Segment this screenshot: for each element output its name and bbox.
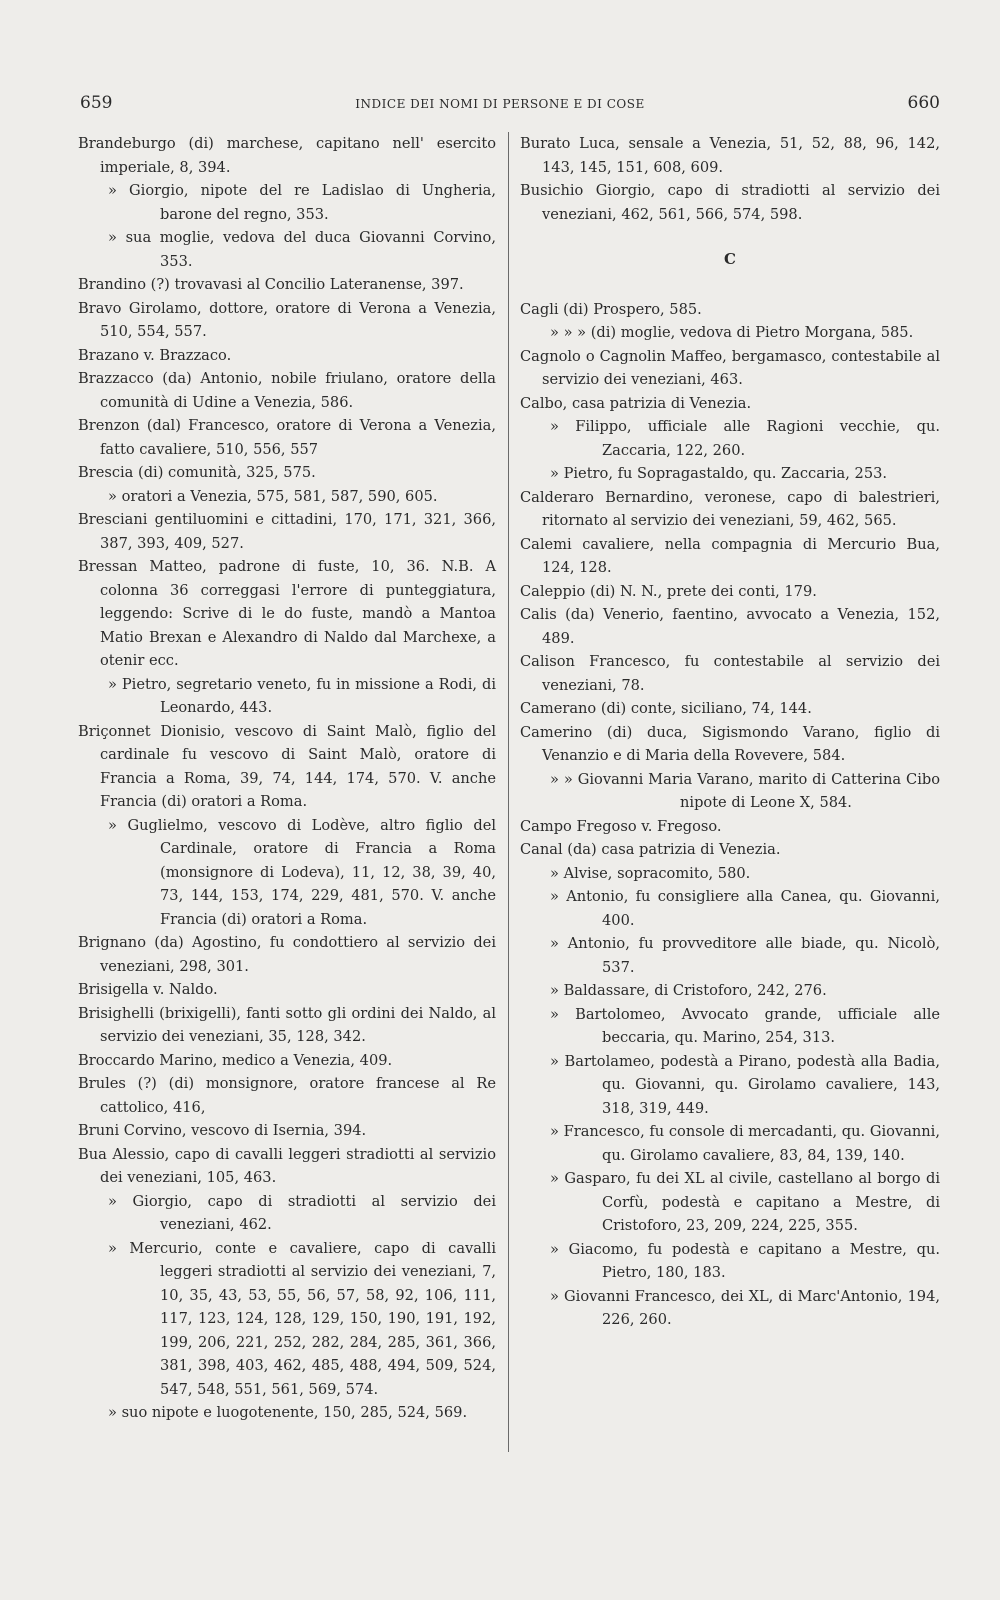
index-entry: Camerano (di) conte, siciliano, 74, 144. <box>520 700 812 717</box>
page-number-left: 659 <box>80 93 113 113</box>
index-entry: Canal (da) casa patrizia di Venezia. <box>520 841 781 858</box>
index-entry: Brandino (?) trovavasi al Concilio Lateranense, 397. <box>78 276 464 293</box>
index-entry: » Pietro, fu Sopragastaldo, qu. Zaccaria, 253. <box>550 465 888 482</box>
index-entry: Briçonnet Dionisio, vescovo di Saint Malò, figlio del cardinale fu vescovo di Saint Malò, oratore di Francia a Roma, 39, 74, 144, 174, 570. V. anche Francia (di) oratori a Roma. <box>78 722 496 810</box>
index-entry: Brenzon (dal) Francesco, oratore di Verona a Venezia, fatto cavaliere, 510, 556, 557 <box>78 417 496 458</box>
index-entry: » Francesco, fu console di mercadanti, qu. Giovanni, qu. Girolamo cavaliere, 83, 84, 139, 140. <box>550 1123 940 1164</box>
index-entry: » » Giovanni Maria Varano, marito di Catterina Cibo nipote di Leone X, 584. <box>550 770 940 811</box>
index-entry: Brescia (di) comunità, 325, 575. <box>78 464 316 481</box>
index-entry: » Giorgio, nipote del re Ladislao di Ungheria, barone del regno, 353. <box>108 182 496 223</box>
index-entry: Calison Francesco, fu contestabile al servizio dei veneziani, 78. <box>520 653 940 694</box>
index-entry: Calderaro Bernardino, veronese, capo di balestrieri, ritornato al servizio dei veneziani, 59, 462, 565. <box>520 488 940 529</box>
page-number-right: 660 <box>907 93 940 113</box>
index-entry: » Giovanni Francesco, dei XL, di Marc'Antonio, 194, 226, 260. <box>550 1287 940 1328</box>
index-entry: Brignano (da) Agostino, fu condottiero al servizio dei veneziani, 298, 301. <box>78 934 496 975</box>
index-entry: Cagli (di) Prospero, 585. <box>520 300 702 318</box>
index-entry: Bressan Matteo, padrone di fuste, 10, 36. N.B. A colonna 36 correggasi l'errore di punteggiatura, leggendo: Scrive di le do fuste, mandò a Mantoa Matio Brexan e Alexandro di Naldo dal Marchexe, a otenir ecc. <box>78 558 496 669</box>
index-entry: » suo nipote e luogotenente, 150, 285, 524, 569. <box>108 1404 468 1421</box>
index-entry: » Baldassare, di Cristoforo, 242, 276. <box>550 982 827 999</box>
index-entry: Cagnolo o Cagnolin Maffeo, bergamasco, contestabile al servizio dei veneziani, 463. <box>520 347 940 388</box>
index-entry: Bravo Girolamo, dottore, oratore di Verona a Venezia, 510, 554, 557. <box>78 299 496 340</box>
index-entry: Calis (da) Venerio, faentino, avvocato a Venezia, 152, 489. <box>520 606 940 647</box>
index-entry: » Alvise, sopracomito, 580. <box>550 864 751 882</box>
index-entry: » Filippo, ufficiale alle Ragioni vecchie, qu. Zaccaria, 122, 260. <box>550 418 940 459</box>
index-entry: » Mercurio, conte e cavaliere, capo di cavalli leggeri stradiotti al servizio dei veneziani, 7, 10, 35, 43, 53, 55, 56, 57, 58, 92, 106, 111, 117, 123, 124, 128, 129, 150, 190, 191, 192, 199, 206, 221, 252, 282, 284, 285, 361, 366, 381, 398, 403, 462, 485, 488, 494, 509, 524, 547, 548, 551, 561, 569, 574. <box>108 1239 496 1398</box>
index-entry: Broccardo Marino, medico a Venezia, 409. <box>78 1051 393 1069</box>
index-entry: » sua moglie, vedova del duca Giovanni Corvino, 353. <box>108 229 496 270</box>
index-entry: Burato Luca, sensale a Venezia, 51, 52, 88, 96, 142, 143, 145, 151, 608, 609. <box>520 135 940 176</box>
left-column <box>78 132 496 1425</box>
index-entry: » Antonio, fu provveditore alle biade, qu. Nicolò, 537. <box>550 935 940 976</box>
index-entry: Caleppio (di) N. N., prete dei conti, 179. <box>520 582 817 600</box>
index-entry: Brandeburgo (di) marchese, capitano nell' esercito imperiale, 8, 394. <box>78 135 496 176</box>
index-entry: » Guglielmo, vescovo di Lodève, altro figlio del Cardinale, oratore di Francia a Roma (monsignore di Lodeva), 11, 12, 38, 39, 40, 73, 144, 153, 174, 229, 481, 570. V. anche Francia (di) oratori a Roma. <box>108 816 496 928</box>
index-entry: Calbo, casa patrizia di Venezia. <box>520 394 752 412</box>
index-entry: » » » (di) moglie, vedova di Pietro Morgana, 585. <box>550 324 914 341</box>
column-divider <box>508 132 509 1452</box>
index-entry: » Giorgio, capo di stradiotti al servizio dei veneziani, 462. <box>108 1192 496 1233</box>
index-entry: Brisigella v. Naldo. <box>78 981 218 998</box>
right-column <box>520 132 940 1332</box>
index-entry: » Giacomo, fu podestà e capitano a Mestre, qu. Pietro, 180, 183. <box>550 1240 940 1281</box>
section-letter: C <box>724 250 736 268</box>
index-entry: » Bartolomeo, Avvocato grande, ufficiale alle beccaria, qu. Marino, 254, 313. <box>550 1005 940 1046</box>
index-entry: Bresciani gentiluomini e cittadini, 170, 171, 321, 366, 387, 393, 409, 527. <box>78 511 496 552</box>
index-entry: » oratori a Venezia, 575, 581, 587, 590, 605. <box>108 487 438 505</box>
running-title: INDICE DEI NOMI DI PERSONE E DI COSE <box>355 97 645 111</box>
index-entry: Brazano v. Brazzaco. <box>78 346 232 364</box>
index-entry: Camerino (di) duca, Sigismondo Varano, figlio di Venanzio e di Maria della Rovevere, 584. <box>520 723 940 764</box>
index-entry: Bruni Corvino, vescovo di Isernia, 394. <box>78 1122 367 1139</box>
index-entry: » Bartolameo, podestà a Pirano, podestà alla Badia, qu. Giovanni, qu. Girolamo cavaliere, 143, 318, 319, 449. <box>550 1052 940 1117</box>
index-entry: Calemi cavaliere, nella compagnia di Mercurio Bua, 124, 128. <box>520 535 940 576</box>
index-entry: » Pietro, segretario veneto, fu in missione a Rodi, di Leonardo, 443. <box>108 675 496 716</box>
index-entry: Busichio Giorgio, capo di stradiotti al servizio dei veneziani, 462, 561, 566, 574, 598. <box>520 182 940 223</box>
index-entry: Bua Alessio, capo di cavalli leggeri stradiotti al servizio dei veneziani, 105, 463. <box>78 1145 496 1186</box>
index-entry: Brazzacco (da) Antonio, nobile friulano, oratore della comunità di Udine a Venezia, 586. <box>78 370 496 411</box>
index-entry: Brisighelli (brixigelli), fanti sotto gli ordini dei Naldo, al servizio dei veneziani, 35, 128, 342. <box>78 1004 496 1045</box>
index-entry: » Antonio, fu consigliere alla Canea, qu. Giovanni, 400. <box>550 888 940 929</box>
index-entry: Brules (?) (di) monsignore, oratore francese al Re cattolico, 416, <box>78 1075 496 1116</box>
index-entry: » Gasparo, fu dei XL al civile, castellano al borgo di Corfù, podestà e capitano a Mestre, di Cristoforo, 23, 209, 224, 225, 355. <box>550 1170 940 1234</box>
index-entry: Campo Fregoso v. Fregoso. <box>520 817 722 835</box>
